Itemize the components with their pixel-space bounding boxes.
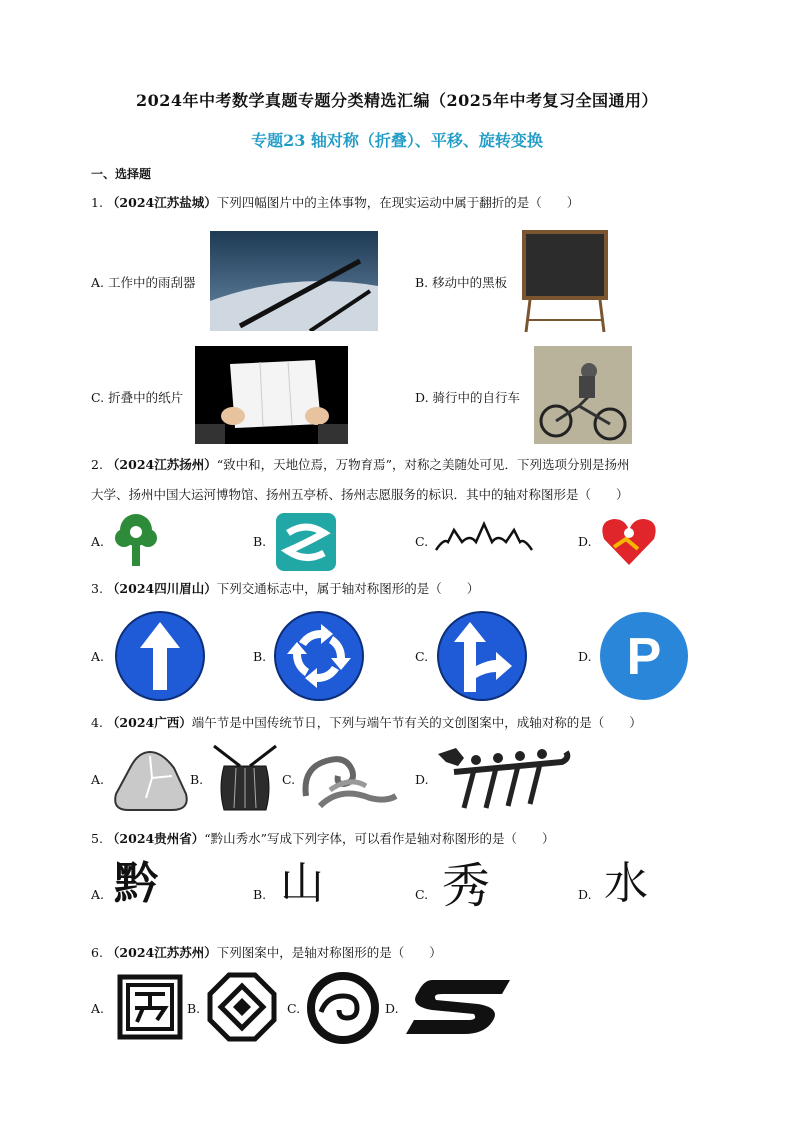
char-xiu: 秀 bbox=[442, 858, 491, 914]
question-number: 4. bbox=[91, 715, 103, 730]
parking-sign-icon bbox=[598, 610, 690, 702]
option-3b-label: B. bbox=[253, 649, 267, 664]
option-1a-label: A. 工作中的雨刮器 bbox=[91, 275, 196, 290]
char-shan: 山 bbox=[280, 858, 324, 909]
folding-paper-photo bbox=[195, 346, 348, 444]
swirl-circle-icon bbox=[307, 972, 379, 1044]
s-logo-icon bbox=[402, 976, 514, 1038]
wiper-photo bbox=[210, 231, 378, 331]
question-source: （2024贵州省） bbox=[106, 831, 205, 846]
cloud-wave-pattern-icon bbox=[300, 746, 400, 812]
question-source: （2024四川眉山） bbox=[106, 581, 217, 596]
option-1c-label: C. 折叠中的纸片 bbox=[91, 390, 184, 405]
char-shui: 水 bbox=[604, 858, 648, 909]
option-5d-label: D. bbox=[578, 887, 592, 902]
question-5 bbox=[91, 826, 711, 852]
question-stem: “致中和，天地位焉，万物育焉”，对称之美随处可见．下列选项分别是扬州 bbox=[216, 457, 630, 472]
option-2b-label: B. bbox=[253, 534, 267, 549]
option-4d-label: D. bbox=[415, 772, 429, 787]
canal-museum-logo-icon bbox=[276, 513, 336, 571]
option-4c-label: C. bbox=[282, 772, 296, 787]
option-3a-label: A. bbox=[91, 649, 105, 664]
option-5c-label: C. bbox=[415, 887, 429, 902]
section-heading: 一、选择题 bbox=[91, 167, 152, 181]
roundabout-sign-icon bbox=[273, 610, 365, 702]
option-2c-label: C. bbox=[415, 534, 429, 549]
document-title: 2024年中考数学真题专题分类精选汇编（2025年中考复习全国通用） bbox=[135, 91, 659, 110]
parking-sign-letter: P bbox=[626, 628, 662, 686]
question-source: （2024江苏盐城） bbox=[106, 195, 217, 210]
blackboard-photo bbox=[520, 228, 610, 334]
question-2 bbox=[91, 452, 711, 478]
question-stem: 下列交通标志中，属于轴对称图形的是（ ） bbox=[216, 581, 480, 596]
square-pattern-icon bbox=[117, 974, 183, 1040]
question-number: 6. bbox=[91, 945, 103, 960]
question-source: （2024江苏苏州） bbox=[106, 945, 217, 960]
octagon-spiral-icon bbox=[207, 972, 277, 1042]
question-4 bbox=[91, 710, 711, 736]
option-6b-label: B. bbox=[187, 1001, 201, 1016]
question-6 bbox=[91, 940, 711, 966]
question-source: （2024江苏扬州） bbox=[106, 457, 217, 472]
pavilion-bridge-logo-icon bbox=[434, 520, 534, 556]
option-6c-label: C. bbox=[287, 1001, 301, 1016]
bicycle-photo bbox=[534, 346, 632, 444]
question-1 bbox=[91, 190, 711, 216]
question-source: （2024广西） bbox=[106, 715, 192, 730]
option-5a-label: A. bbox=[91, 887, 105, 902]
option-6a-label: A. bbox=[91, 1001, 105, 1016]
char-qian: 黔 bbox=[114, 858, 158, 909]
drum-icon bbox=[210, 744, 280, 814]
question-stem: 端午节是中国传统节日，下列与端午节有关的文创图案中，成轴对称的是（ ） bbox=[191, 715, 642, 730]
straight-arrow-sign-icon bbox=[114, 610, 206, 702]
option-4a-label: A. bbox=[91, 772, 105, 787]
question-stem: “黔山秀水”写成下列字体，可以看作是轴对称图形的是（ ） bbox=[204, 831, 555, 846]
question-number: 3. bbox=[91, 581, 103, 596]
dragon-boat-icon bbox=[434, 744, 574, 816]
question-number: 5. bbox=[91, 831, 103, 846]
option-2d-label: D. bbox=[578, 534, 592, 549]
tree-logo-icon bbox=[110, 510, 162, 570]
option-2a-label: A. bbox=[91, 534, 105, 549]
question-2-line2: 大学、扬州中国大运河博物馆、扬州五亭桥、扬州志愿服务的标识．其中的轴对称图形是（ ） bbox=[91, 487, 629, 502]
option-1d-label: D. 骑行中的自行车 bbox=[415, 390, 521, 405]
question-number: 2. bbox=[91, 457, 103, 472]
question-number: 1. bbox=[91, 195, 103, 210]
volunteer-heart-logo-icon bbox=[598, 513, 660, 569]
option-5b-label: B. bbox=[253, 887, 267, 902]
zongzi-icon bbox=[112, 748, 190, 814]
option-3d-label: D. bbox=[578, 649, 592, 664]
document-subtitle: 专题23 轴对称（折叠）、平移、旋转变换 bbox=[251, 131, 543, 150]
option-3c-label: C. bbox=[415, 649, 429, 664]
option-4b-label: B. bbox=[190, 772, 204, 787]
question-stem: 下列四幅图片中的主体事物，在现实运动中属于翻折的是（ ） bbox=[216, 195, 580, 210]
question-3 bbox=[91, 576, 711, 602]
option-6d-label: D. bbox=[385, 1001, 399, 1016]
straight-or-right-sign-icon bbox=[436, 610, 528, 702]
question-stem: 下列图案中，是轴对称图形的是（ ） bbox=[216, 945, 442, 960]
option-1b-label: B. 移动中的黑板 bbox=[415, 275, 508, 290]
